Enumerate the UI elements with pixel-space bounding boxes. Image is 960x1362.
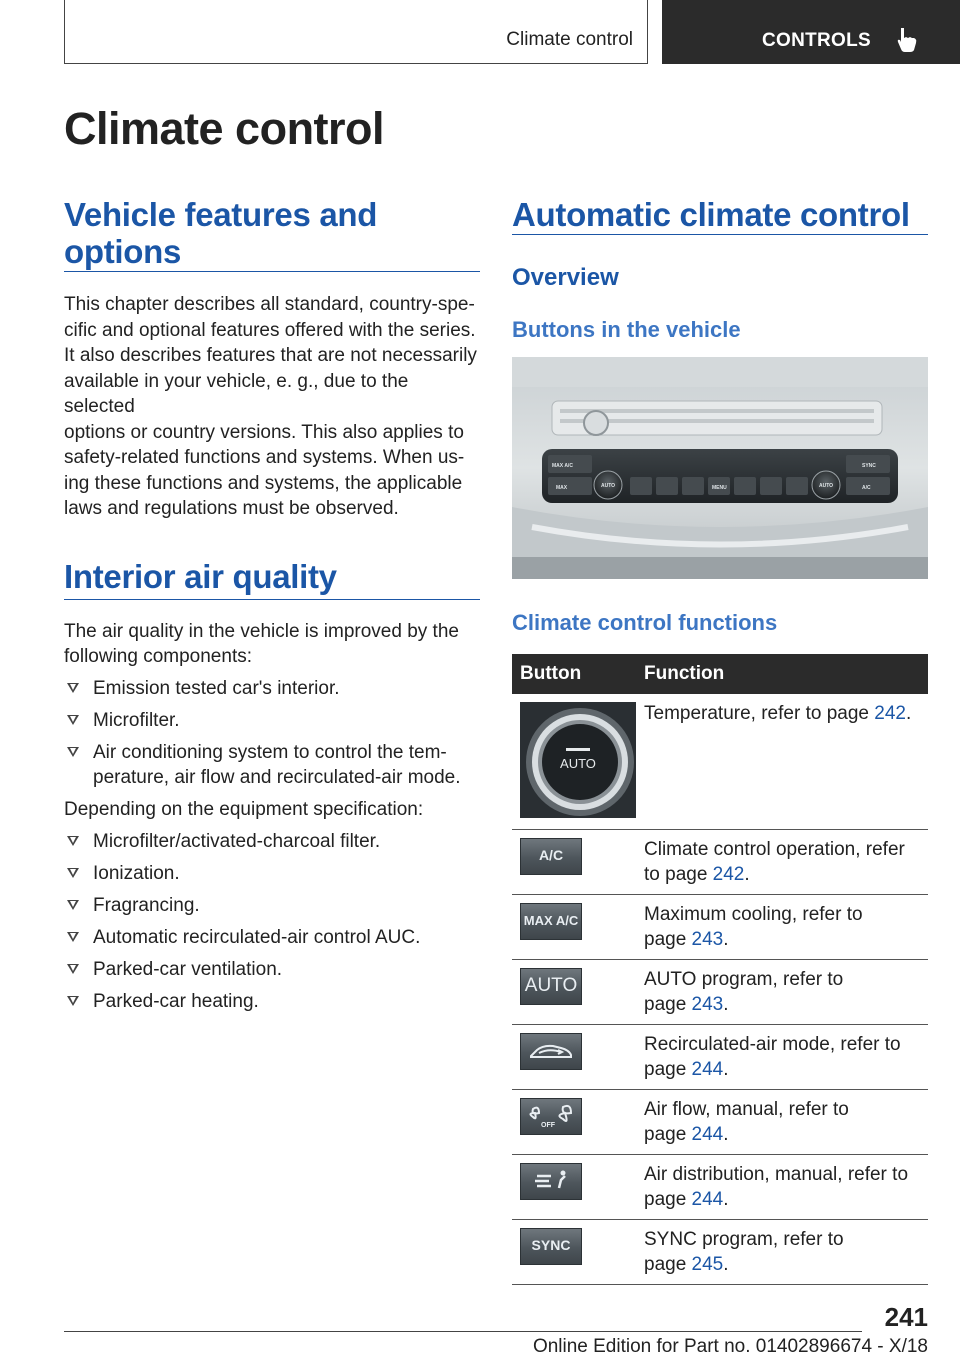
function-text: Air flow, manual, refer to	[644, 1098, 849, 1120]
list-item-text: Air conditioning system to control the tem-	[93, 741, 447, 763]
heading-automatic-climate-control: Automatic climate control	[512, 196, 910, 233]
function-text: Air distribution, manual, refer to	[644, 1163, 909, 1185]
intro-paragraph	[64, 292, 480, 522]
function-text: Recirculated-air mode, refer to	[644, 1033, 901, 1055]
column-header-function: Function	[644, 654, 928, 694]
function-text: page	[644, 1124, 692, 1145]
recirculation-car-icon	[527, 1039, 575, 1063]
function-text: page	[644, 1254, 692, 1275]
heading-overview: Overview	[512, 264, 619, 291]
function-cell: Temperature, refer to page 242.	[644, 694, 928, 829]
list-item-text: Fragrancing.	[93, 894, 200, 916]
heading-climate-control-functions: Climate control functions	[512, 610, 778, 635]
triangle-bullet-icon	[67, 836, 79, 846]
sync-button-icon: SYNC	[520, 1228, 582, 1265]
list-item	[64, 708, 480, 734]
button-cell	[512, 1024, 644, 1089]
table-row	[512, 959, 928, 1024]
intro-line: ing these functions and systems, the applicable	[64, 472, 463, 494]
list-item	[64, 989, 480, 1015]
button-cell	[512, 829, 644, 894]
heading-buttons-in-vehicle: Buttons in the vehicle	[512, 317, 741, 342]
intro-line: safety-related functions and systems. When us-	[64, 447, 465, 468]
page-link[interactable]: 244	[691, 1189, 724, 1210]
function-text: Climate control operation, refer	[644, 838, 905, 860]
auto-button-icon: AUTO	[520, 968, 582, 1005]
header-section-box	[64, 0, 648, 64]
function-text: page	[644, 1189, 692, 1210]
page-link[interactable]: 243	[691, 929, 724, 950]
list-item	[64, 829, 480, 855]
button-cell	[512, 894, 644, 959]
list-item	[64, 925, 480, 951]
table-row	[512, 894, 928, 959]
heading-rule	[64, 599, 480, 600]
panel-max-ac-label: MAX A/C	[552, 463, 573, 469]
panel-max-label: MAX	[556, 485, 568, 491]
list-item	[64, 893, 480, 919]
max-ac-button-icon: MAX A/C	[520, 903, 582, 940]
panel-sync-label: SYNC	[862, 463, 876, 469]
ac-button-icon: A/C	[520, 838, 582, 875]
list-item-text: Microfilter.	[93, 709, 180, 731]
function-cell: AUTO program, refer to page 243.	[644, 959, 928, 1024]
recirculation-car-icon	[520, 1033, 582, 1070]
button-cell	[512, 959, 644, 1024]
header-chapter-tab	[662, 0, 960, 64]
function-cell: Air flow, manual, refer to page 244.	[644, 1089, 928, 1154]
function-text: to page	[644, 864, 713, 885]
intro-line: This chapter describes all standard, country-spe-	[64, 294, 475, 315]
heading-rule	[512, 234, 928, 235]
page-title: Climate control	[64, 103, 385, 154]
heading-rule	[64, 271, 480, 272]
climate-panel-photo	[512, 357, 928, 579]
heading-interior-air-quality: Interior air quality	[64, 557, 337, 595]
triangle-bullet-icon	[67, 683, 79, 693]
button-cell	[512, 1154, 644, 1219]
panel-menu-label: MENU	[712, 485, 727, 491]
page-link[interactable]: 244	[691, 1059, 724, 1080]
page-link[interactable]: 243	[691, 994, 724, 1015]
function-text: page	[644, 929, 692, 950]
function-cell: Maximum cooling, refer to page 243.	[644, 894, 928, 959]
pointing-hand-icon	[896, 26, 920, 54]
function-text: AUTO program, refer to	[644, 968, 844, 990]
air-distribution-icon	[531, 1168, 571, 1194]
list-item	[64, 676, 480, 702]
triangle-bullet-icon	[67, 900, 79, 910]
function-cell: SYNC program, refer to page 245.	[644, 1219, 928, 1284]
functions-table	[512, 654, 928, 1285]
air-distribution-icon	[520, 1163, 582, 1200]
table-row	[512, 694, 928, 829]
list-item-text: perature, air flow and recirculated-air mode.	[93, 767, 461, 788]
triangle-bullet-icon	[67, 996, 79, 1006]
list-item	[64, 957, 480, 983]
function-cell: Air distribution, manual, refer to page 244.	[644, 1154, 928, 1219]
right-column	[512, 196, 928, 1285]
air-intro-line: following components:	[64, 646, 252, 667]
function-cell: Climate control operation, refer to page 242.	[644, 829, 928, 894]
temperature-knob-icon	[520, 702, 636, 818]
table-row	[512, 1154, 928, 1219]
fan-speed-icon	[523, 1101, 579, 1131]
button-cell	[512, 1089, 644, 1154]
page-link[interactable]: 242	[712, 864, 745, 885]
function-text: Maximum cooling, refer to	[644, 903, 863, 925]
page-link[interactable]: 245	[691, 1254, 724, 1275]
list-item-text: Parked-car heating.	[93, 990, 259, 1012]
table-row	[512, 1024, 928, 1089]
function-text: SYNC program, refer to	[644, 1228, 844, 1250]
button-cell	[512, 1219, 644, 1284]
panel-auto-left-label: AUTO	[601, 483, 616, 489]
equipment-list	[64, 829, 480, 1015]
intro-line: cific and optional features offered with the series.	[64, 319, 476, 341]
list-item-text: Emission tested car's interior.	[93, 677, 340, 699]
table-row	[512, 1219, 928, 1284]
list-item-text: Automatic recirculated-air control AUC.	[93, 926, 421, 948]
intro-line: options or country versions. This also applies to	[64, 421, 464, 443]
intro-line: It also describes features that are not necessarily	[64, 345, 477, 366]
panel-ac-label: A/C	[862, 485, 871, 491]
function-text: page	[644, 994, 692, 1015]
heading-vehicle-features: Vehicle features and options	[64, 196, 378, 270]
table-header-row	[512, 654, 928, 694]
climate-panel-illustration	[512, 357, 928, 579]
triangle-bullet-icon	[67, 964, 79, 974]
list-item-text: Microfilter/activated-charcoal filter.	[93, 830, 381, 852]
triangle-bullet-icon	[67, 868, 79, 878]
table-row	[512, 1089, 928, 1154]
list-item	[64, 740, 480, 791]
footer-rule	[64, 1331, 862, 1332]
function-cell: Recirculated-air mode, refer to page 244.	[644, 1024, 928, 1089]
header-section-title: Climate control	[506, 29, 633, 50]
left-column	[64, 196, 480, 1021]
header-chapter-label: CONTROLS	[762, 30, 872, 51]
list-item	[64, 861, 480, 887]
footer-edition: Online Edition for Part no. 01402896674 - X/18	[532, 1336, 928, 1357]
table-row	[512, 829, 928, 894]
page-link[interactable]: 244	[691, 1124, 724, 1145]
triangle-bullet-icon	[67, 747, 79, 757]
knob-auto-label: AUTO	[560, 756, 596, 771]
fan-off-label: OFF	[541, 1122, 555, 1129]
air-intro-line: The air quality in the vehicle is improved by the	[64, 620, 459, 642]
intro-line: laws and regulations must be observed.	[64, 498, 399, 519]
page-number: 241	[884, 1302, 928, 1332]
fan-speed-icon	[520, 1098, 582, 1135]
function-text: Temperature, refer to page	[644, 703, 875, 724]
page-link[interactable]: 242	[874, 703, 906, 724]
intro-line: available in your vehicle, e. g., due to the selected	[64, 370, 409, 417]
air-quality-intro	[64, 619, 480, 670]
list-item-text: Parked-car ventilation.	[93, 958, 283, 980]
list-item-text: Ionization.	[93, 862, 180, 884]
button-cell	[512, 694, 644, 829]
function-text: page	[644, 1059, 692, 1080]
components-list	[64, 676, 480, 791]
column-header-button: Button	[512, 654, 644, 694]
panel-auto-right-label: AUTO	[819, 483, 834, 489]
triangle-bullet-icon	[67, 932, 79, 942]
triangle-bullet-icon	[67, 715, 79, 725]
depending-on-equipment: Depending on the equipment specification:	[64, 799, 424, 820]
